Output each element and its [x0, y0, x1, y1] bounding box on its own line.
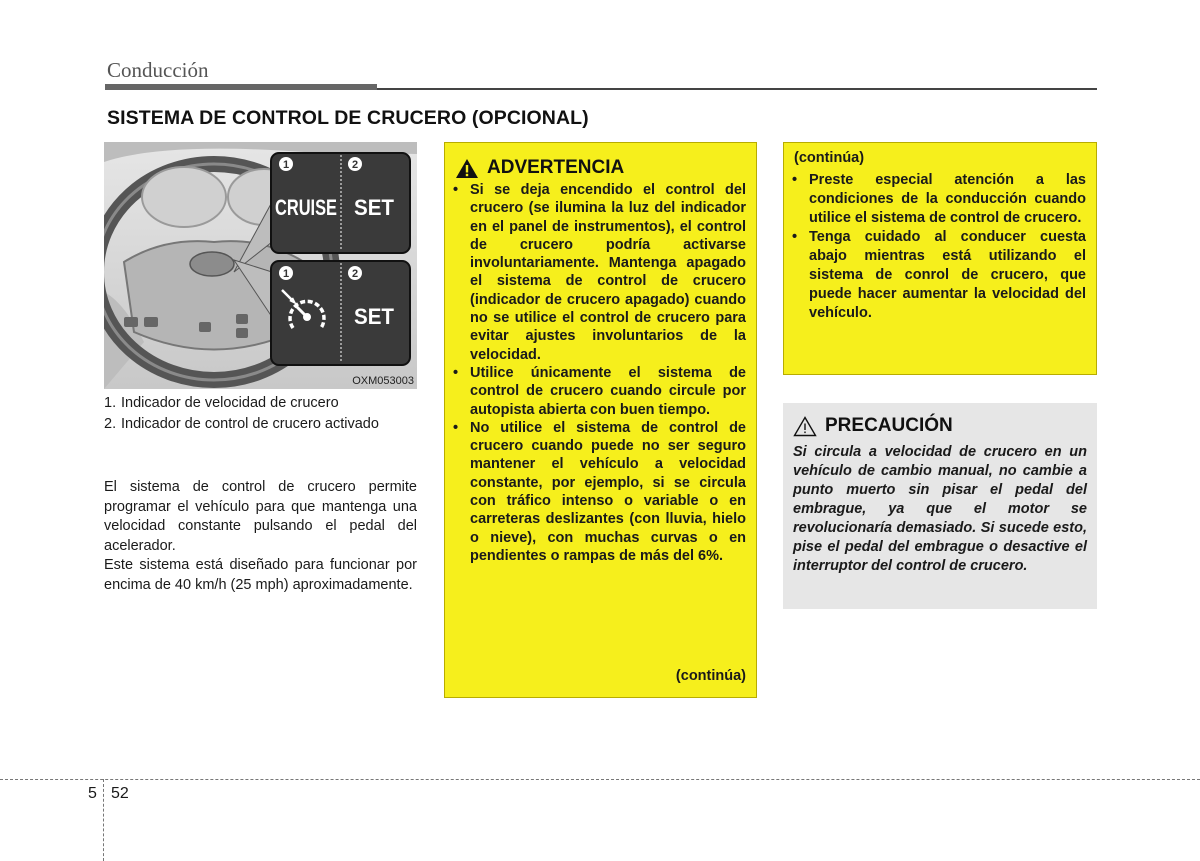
- header-bar: [105, 84, 377, 90]
- continues-label: (continúa): [675, 668, 746, 684]
- list-item-text: Tenga cuidado al conducer cuesta abajo mientras está utilizando el sistema de conrol de crucero, que puede hacer aumentar la velocidad del vehículo.: [809, 229, 1086, 321]
- bullet: •: [792, 172, 798, 188]
- callout-1: 1: [282, 268, 290, 280]
- set-label: SET: [354, 304, 395, 329]
- list-item: [792, 171, 1086, 228]
- warning-header: [455, 157, 624, 179]
- list-item-text: Preste especial atención a las condiciones de la conducción cuando utilice el sistema de control de crucero.: [809, 172, 1086, 226]
- bullet: •: [453, 364, 459, 381]
- page-chapter-number: 5: [88, 785, 97, 802]
- caption-text: Indicador de control de crucero activado: [121, 416, 379, 432]
- figure-captions: [104, 394, 417, 436]
- cruise-set-panel: [271, 153, 410, 253]
- caution-box: [783, 403, 1097, 609]
- caption-text: Indicador de velocidad de crucero: [121, 395, 339, 411]
- caution-title: PRECAUCIÓN: [825, 415, 953, 436]
- indicator-set-panel: [271, 261, 410, 365]
- bullet: •: [792, 229, 798, 245]
- body-text: [104, 478, 417, 595]
- caution-header: [793, 415, 953, 437]
- list-item-text: Utilice únicamente el sistema de control de crucero cuando circule por autopista abierta con buen tiempo.: [470, 364, 746, 418]
- footer-divider: [103, 779, 104, 861]
- warning-triangle-icon: [455, 158, 479, 179]
- continued-list: [792, 171, 1086, 323]
- list-item: [792, 228, 1086, 323]
- footer-rule: [0, 779, 1200, 780]
- callout-1: 1: [282, 159, 290, 171]
- list-item-text: Si se deja encendido el control del crucero (se ilumina la luz del indicador en el panel de instrumentos), el control de crucero podría activarse involuntariamente. Mantenga apagado el sistema de control de crucero (indicador de crucero apagado) cuando no se utilice el control de crucero para evitar ajustes involuntarios de la velocidad.: [470, 182, 746, 363]
- cruise-label: CRUISE: [275, 195, 337, 220]
- caption-item: [104, 394, 417, 413]
- caption-number: 1.: [104, 395, 117, 411]
- steering-wheel-figure: [104, 142, 417, 389]
- caution-triangle-icon: [793, 416, 817, 437]
- list-item-text: No utilice el sistema de control de crucero cuando puede no ser seguro mantener el vehículo a velocidad constante, por ejemplo, si se circula con tráfico intenso o variable o en carreteras deslizantes (con lluvia, hielo o nieve), con muchas curvas o en pendientes o rampas de más del 6%.: [470, 419, 746, 564]
- callout-2: 2: [351, 268, 359, 280]
- bullet: •: [453, 182, 459, 198]
- list-item: [453, 181, 746, 364]
- caption-number: 2.: [104, 416, 117, 432]
- bullet: •: [453, 419, 459, 436]
- warning-box: [444, 142, 757, 698]
- set-label: SET: [354, 195, 395, 220]
- chapter-title: Conducción: [107, 58, 209, 82]
- section-title: SISTEMA DE CONTROL DE CRUCERO (OPCIONAL): [107, 107, 589, 129]
- page-number: 52: [111, 785, 129, 802]
- list-item: [453, 419, 746, 565]
- callout-2: 2: [351, 159, 359, 171]
- body-paragraph: El sistema de control de crucero permite programar el vehículo para que mantenga una velocidad constante pulsando el pedal del acelerador.: [104, 479, 417, 554]
- caption-item: [104, 415, 417, 434]
- warning-title: ADVERTENCIA: [487, 157, 625, 178]
- steering-wheel-illustration: [104, 142, 417, 389]
- caution-text: Si circula a velocidad de crucero en un vehículo de cambio manual, no cambie a punto muerto sin pisar el pedal del embrague, ya que el motor se revolucionaría demasiado. Si sucede esto, pise el pedal del embrague o desactive el interruptor del control de crucero.: [793, 444, 1087, 574]
- continued-title: (continúa): [794, 150, 865, 166]
- warning-list: [453, 181, 746, 565]
- body-paragraph: Este sistema está diseñado para funcionar por encima de 40 km/h (25 mph) aproximadamente.: [104, 557, 417, 593]
- list-item: [453, 364, 746, 419]
- figure-code: OXM053003: [352, 375, 414, 387]
- header-rule: [377, 88, 1097, 90]
- warning-continued-box: [783, 142, 1097, 375]
